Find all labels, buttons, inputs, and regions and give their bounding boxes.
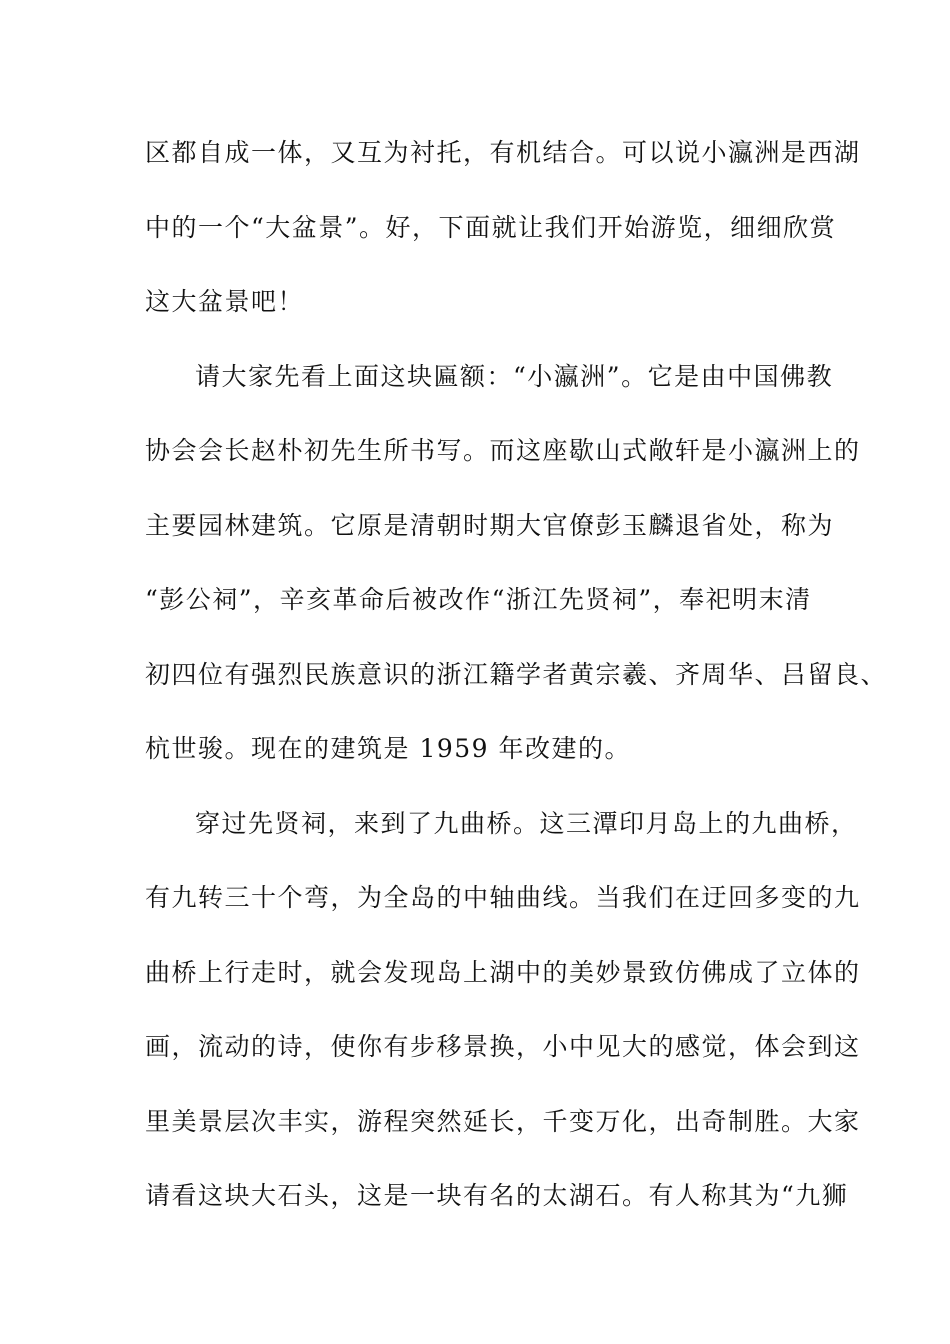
- text-line: 里美景层次丰实，游程突然延长，千变万化，出奇制胜。大家: [145, 1106, 861, 1136]
- text-line: 杭世骏。现在的建筑是 1959 年改建的。: [145, 734, 632, 763]
- text-line: 曲桥上行走时，就会发现岛上湖中的美妙景致仿佛成了立体的: [145, 957, 861, 987]
- text-line: 协会会长赵朴初先生所书写。而这座歇山式敞轩是小瀛洲上的: [145, 436, 861, 465]
- text-line: 主要园林建筑。它原是清朝时期大官僚彭玉麟退省处，称为: [145, 510, 835, 540]
- text-line: “彭公祠”，辛亥革命后被改作“浙江先贤祠”，奉祀明末清: [145, 585, 812, 614]
- text-line: 有九转三十个弯，为全岛的中轴曲线。当我们在迂回多变的九: [145, 883, 861, 912]
- text-line: 中的一个“大盆景”。好，下面就让我们开始游览，细细欣赏: [145, 212, 837, 242]
- paragraph-start-line: 穿过先贤祠，来到了九曲桥。这三潭印月岛上的九曲桥，: [195, 808, 858, 838]
- text-line: 这大盆景吧！: [145, 287, 305, 316]
- text-line: 初四位有强烈民族意识的浙江籍学者黄宗羲、齐周华、吕留良、: [145, 659, 888, 689]
- paragraph-start-line: 请大家先看上面这块匾额：“小瀛洲”。它是由中国佛教: [195, 361, 834, 391]
- body-text: [145, 128, 888, 1246]
- text-line: 请看这块大石头，这是一块有名的太湖石。有人称其为“九狮: [145, 1181, 849, 1210]
- text-line: 区都自成一体，又互为衬托，有机结合。可以说小瀛洲是西湖: [145, 138, 861, 167]
- text-line: 画，流动的诗，使你有步移景换，小中见大的感觉，体会到这: [145, 1032, 861, 1061]
